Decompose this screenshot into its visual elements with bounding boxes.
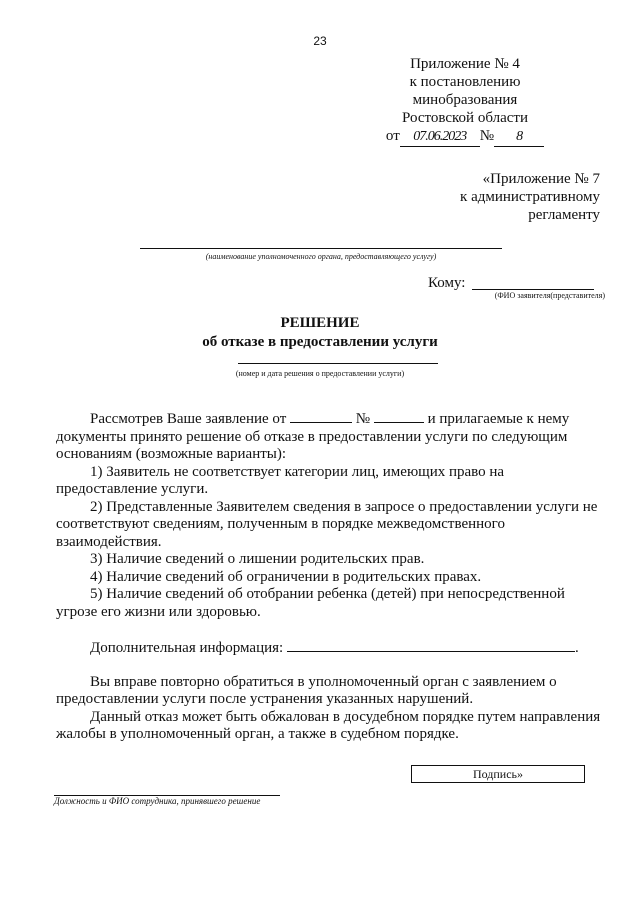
decision-number-caption: (номер и дата решения о предоставлении услуги) — [235, 369, 405, 378]
signature-box: Подпись» — [411, 765, 585, 783]
document-title: РЕШЕНИЕ — [280, 315, 360, 331]
regulation-header — [360, 170, 600, 224]
handwritten-date: 07.06.2023 — [413, 129, 467, 144]
appendix-line-2: к постановлению — [409, 74, 521, 90]
appeal-paragraph: Данный отказ может быть обжалован в досудебном порядке путем направления жалобы в уполномоченный орган, а также в судебном порядке. — [56, 708, 601, 742]
appendix-header — [380, 55, 550, 147]
handwritten-number: 8 — [516, 129, 523, 144]
intro-rest: документы принято решение об отказе в предоставлении услуги по следующим основаниям (возможные варианты): — [56, 428, 568, 462]
regulation-line-3: регламенту — [528, 207, 600, 223]
org-name-caption: (наименование уполномоченного органа, предоставляющего услугу) — [205, 252, 437, 261]
intro-part-a: Рассмотрев Ваше заявление от — [90, 411, 287, 427]
number-prefix: № — [479, 128, 495, 144]
regulation-line-2: к административному — [460, 189, 600, 205]
intro-paragraph — [56, 410, 601, 464]
position-caption: Должность и ФИО сотрудника, принявшего решение — [54, 796, 261, 806]
decree-number-field — [494, 127, 544, 147]
reason-2: 2) Представленные Заявителем сведения в запросе о предоставлении услуги не соответствуют сведениям, полученным в порядке межведомственного взаимодействия. — [56, 498, 598, 550]
decree-date-field — [400, 127, 480, 147]
reapply-paragraph: Вы вправе повторно обратиться в уполномоченный орган с заявлением о предоставлении услуги после устранения указанных нарушений. — [56, 673, 557, 707]
additional-info-end: . — [574, 640, 579, 656]
org-name-line — [140, 248, 502, 249]
date-prefix: от — [385, 128, 400, 144]
recipient-line — [472, 289, 594, 290]
reason-1: 1) Заявитель не соответствует категории лиц, имеющих право на предоставление услуги. — [56, 463, 505, 497]
additional-info-label: Дополнительная информация: — [90, 640, 284, 656]
intro-part-c: и прилагаемые к нему — [427, 411, 570, 427]
additional-info-blank — [287, 639, 575, 652]
appendix-line-4: Ростовской области — [402, 110, 528, 126]
regulation-line-1: «Приложение № 7 — [482, 171, 600, 187]
application-date-blank — [290, 410, 352, 423]
appendix-date-line — [380, 127, 550, 147]
appendix-line-3: минобразования — [412, 92, 518, 108]
decision-body — [56, 410, 601, 744]
intro-part-b: № — [355, 411, 371, 427]
page-number: 23 — [313, 34, 327, 48]
reason-4: 4) Наличие сведений об ограничении в родительских правах. — [90, 568, 482, 585]
appendix-line-1: Приложение № 4 — [410, 56, 520, 72]
application-number-blank — [374, 410, 424, 423]
recipient-caption: (ФИО заявителя(представителя) — [494, 291, 605, 300]
reason-3: 3) Наличие сведений о лишении родительских прав. — [90, 551, 425, 567]
additional-info — [56, 639, 601, 658]
decision-number-line — [238, 363, 438, 364]
recipient-label: Кому: — [428, 275, 466, 291]
document-subtitle: об отказе в предоставлении услуги — [202, 334, 438, 350]
reason-5: 5) Наличие сведений об отобрании ребенка (детей) при непосредственной угрозе его жизни или здоровью. — [56, 586, 565, 620]
